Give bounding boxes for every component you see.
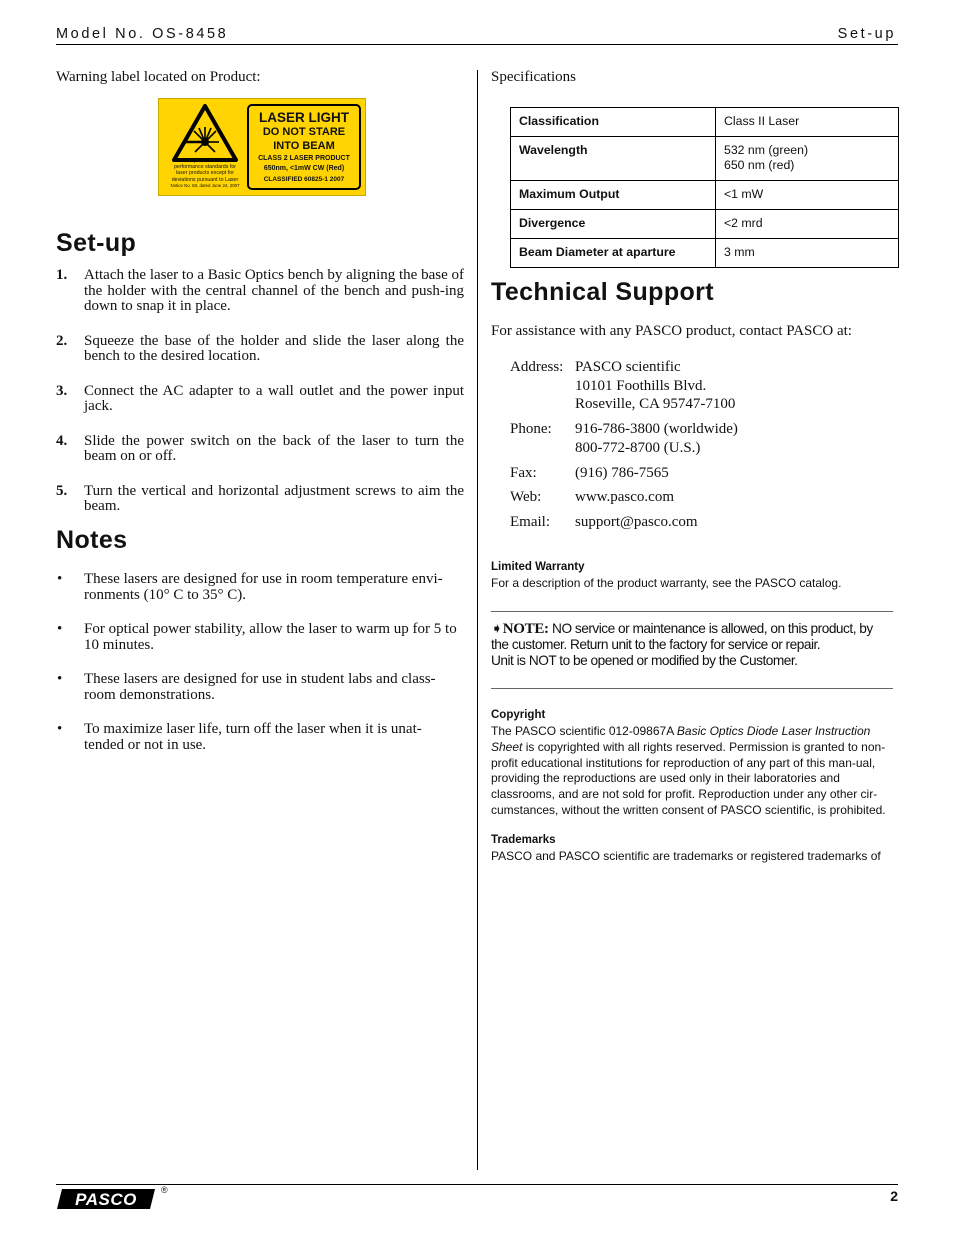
web-link[interactable]: www.pasco.com: [575, 489, 675, 505]
setup-heading: Set-up: [56, 229, 137, 257]
support-intro: For assistance with any PASCO product, contact PASCO at:: [491, 323, 852, 339]
section-header: Set-up: [837, 26, 896, 42]
setup-step: 2. Squeeze the base of the holder and slide the laser along the bench to the desired location.: [56, 332, 464, 364]
warning-line-3: INTO BEAM: [273, 140, 335, 152]
table-row: Wavelength 532 nm (green) 650 nm (red): [511, 137, 899, 181]
svg-text:PASCO: PASCO: [75, 1190, 137, 1209]
trademarks-heading: Trademarks: [491, 834, 556, 846]
table-row: Divergence <2 mrd: [511, 210, 899, 239]
setup-step: 3. Connect the AC adapter to a wall outlet and the power input jack.: [56, 382, 464, 414]
warning-line-4: CLASS 2 LASER PRODUCT: [258, 155, 350, 162]
email-link[interactable]: support@pasco.com: [575, 514, 698, 530]
laser-warning-text-box: [247, 104, 361, 190]
specifications-caption: Specifications: [491, 69, 576, 85]
note-item: • These lasers are designed for use in room temperature envi-ronments (10° C to 35° C).: [57, 571, 443, 603]
pasco-logo: [56, 1188, 156, 1210]
specifications-table: [510, 107, 899, 268]
limited-warranty-text: For a description of the product warranty, see the PASCO catalog.: [491, 576, 842, 590]
page-number: 2: [890, 1188, 898, 1204]
setup-step: 1. Attach the laser to a Basic Optics bench by aligning the base of the holder with the central channel of the bench and push-ing down to snap it in place.: [56, 267, 464, 314]
warning-line-5: 650nm, <1mW CW (Red): [263, 165, 345, 172]
note-item: • To maximize laser life, turn off the laser when it is unat-tended or not in use.: [57, 721, 422, 753]
note-item: • These lasers are designed for use in student labs and class-room demonstrations.: [57, 671, 436, 703]
limited-warranty-heading: Limited Warranty: [491, 561, 585, 573]
column-divider: [477, 70, 478, 1170]
service-note: ➧NOTE: NO service or maintenance is allowed, on this product, by the customer. Return unit to the factory for service or repair. Unit is NOT to be opened or modified by the Customer.: [491, 620, 873, 668]
warning-line-2: DO NOT STARE: [262, 126, 346, 138]
registered-mark: ®: [161, 1185, 168, 1195]
warning-caption: Warning label located on Product:: [56, 69, 261, 85]
trademarks-text: PASCO and PASCO scientific are trademarks or registered trademarks of: [491, 849, 881, 863]
table-row: Maximum Output <1 mW: [511, 181, 899, 210]
laser-warning-label: [158, 98, 366, 196]
arrow-icon: ➧: [491, 620, 503, 636]
note-rule-top: [491, 611, 893, 612]
notes-heading: Notes: [56, 526, 128, 554]
notes-list: [56, 572, 460, 772]
table-row: Beam Diameter at aparture 3 mm: [511, 239, 899, 268]
model-number: Model No. OS-8458: [56, 26, 229, 42]
footer-rule: [56, 1184, 898, 1185]
table-row: Classification Class II Laser: [511, 108, 899, 137]
fda-compliance-text: Complies with FDA performance standards for laser products except for deviations pursuant to Laser Notice No. 50, dated June 24, 2007: [170, 158, 240, 188]
warning-line-6: CLASSIFIED 60825-1 2007: [263, 176, 345, 183]
technical-support-heading: Technical Support: [491, 278, 715, 306]
setup-step: 4. Slide the power switch on the back of the laser to turn the beam on or off.: [56, 432, 464, 464]
note-rule-bottom: [491, 688, 893, 689]
note-item: • For optical power stability, allow the laser to warm up for 5 to 10 minutes.: [57, 621, 457, 653]
copyright-text: The PASCO scientific 012-09867A Basic Optics Diode Laser Instruction Sheet is copyrighted with all rights reserved. Permission is granted to non-profit educational institutions for reproduction of any part of this man-ual, providing the reproductions are used only in their laboratories and classrooms, and are not sold for profit. Reproduction under any other cir-cumstances, without the written consent of PASCO scientific, is prohibited.: [491, 724, 886, 817]
warning-title: LASER LIGHT: [259, 110, 349, 125]
copyright-heading: Copyright: [491, 709, 546, 721]
laser-hazard-icon: [171, 103, 239, 165]
setup-steps: [56, 268, 464, 534]
setup-step: 5. Turn the vertical and horizontal adjustment screws to aim the beam.: [56, 482, 464, 514]
header-rule: [56, 44, 898, 45]
